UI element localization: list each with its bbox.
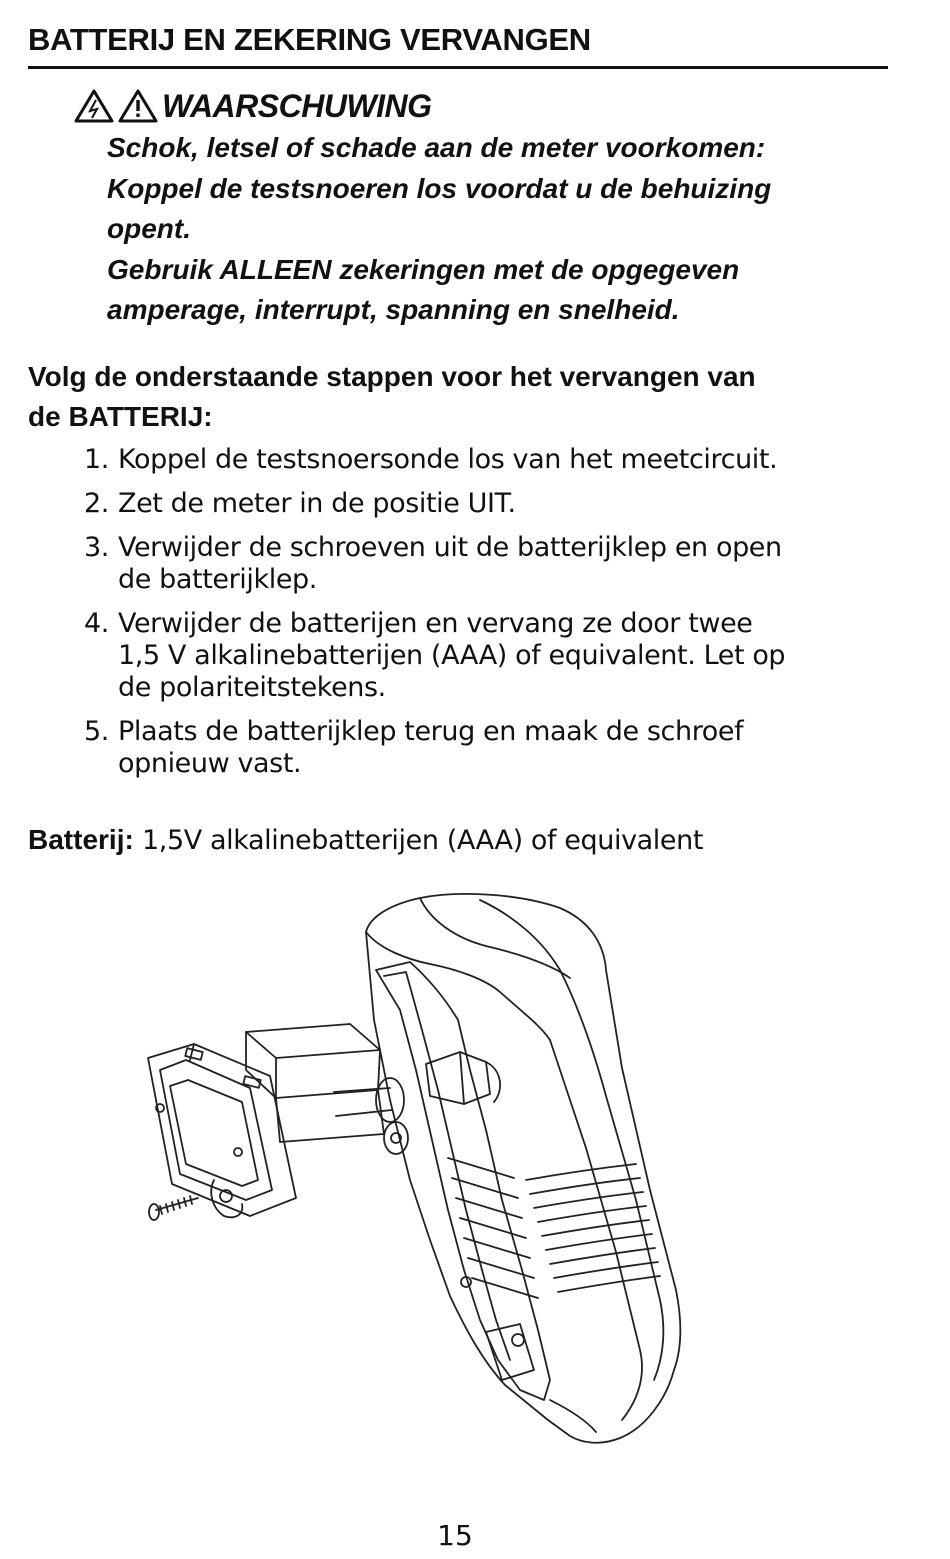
battery-intro	[28, 357, 888, 437]
steps-list	[84, 444, 904, 792]
step-item	[84, 444, 904, 476]
step-item	[84, 608, 904, 704]
step-item	[84, 716, 904, 780]
step-text	[118, 488, 516, 520]
intro-line: de BATTERIJ:	[28, 401, 213, 432]
meter-battery-replacement-illustration	[130, 880, 700, 1460]
step-text	[118, 532, 782, 596]
step-text	[118, 444, 777, 476]
step-line: Verwijder de batterijen en vervang ze door twee	[118, 608, 753, 639]
warning-line: Gebruik ALLEEN zekeringen met de opgegeven	[107, 253, 740, 285]
warning-block	[74, 86, 874, 331]
step-line: Zet de meter in de positie UIT.	[118, 488, 516, 519]
warning-title-row	[74, 86, 874, 126]
step-item	[84, 488, 904, 520]
warning-line: amperage, interrupt, spanning en snelheid.	[107, 294, 680, 325]
step-line: Koppel de testsnoersonde los van het meetcircuit.	[118, 444, 778, 475]
step-text	[118, 716, 743, 780]
step-line: opnieuw vast.	[118, 748, 302, 779]
step-item	[84, 532, 904, 596]
step-number: 4.	[84, 608, 109, 639]
page-number: 15	[437, 1519, 473, 1552]
page-heading: BATTERIJ EN ZEKERING VERVANGEN	[28, 20, 888, 69]
step-line: de polariteitstekens.	[118, 672, 386, 703]
step-number: 5.	[84, 716, 109, 747]
intro-line: Volg de onderstaande stappen voor het vervangen van	[28, 361, 756, 392]
step-number: 1.	[84, 444, 109, 475]
electric-shock-warning-icon	[74, 88, 114, 124]
step-line: 1,5 V alkalinebatterijen (AAA) of equivalent. Let op	[118, 640, 786, 671]
battery-spec	[28, 822, 703, 859]
warning-title: WAARSCHUWING	[162, 88, 432, 124]
warning-triangle-icon	[118, 88, 158, 124]
warning-line: opent.	[107, 213, 191, 244]
warning-text	[107, 128, 874, 331]
step-text	[118, 608, 785, 704]
step-line: de batterijklep.	[118, 564, 317, 595]
warning-line: Koppel de testsnoeren los voordat u de behuizing	[107, 172, 772, 204]
warning-line: Schok, letsel of schade aan de meter voorkomen:	[107, 132, 766, 163]
battery-spec-value: 1,5V alkalinebatterijen (AAA) of equivalent	[133, 825, 703, 856]
battery-spec-label: Batterij:	[28, 824, 134, 855]
step-line: Plaats de batterijklep terug en maak de schroef	[118, 716, 744, 747]
step-line: Verwijder de schroeven uit de batterijklep en open	[118, 532, 782, 563]
step-number: 3.	[84, 532, 109, 563]
step-number: 2.	[84, 488, 109, 519]
